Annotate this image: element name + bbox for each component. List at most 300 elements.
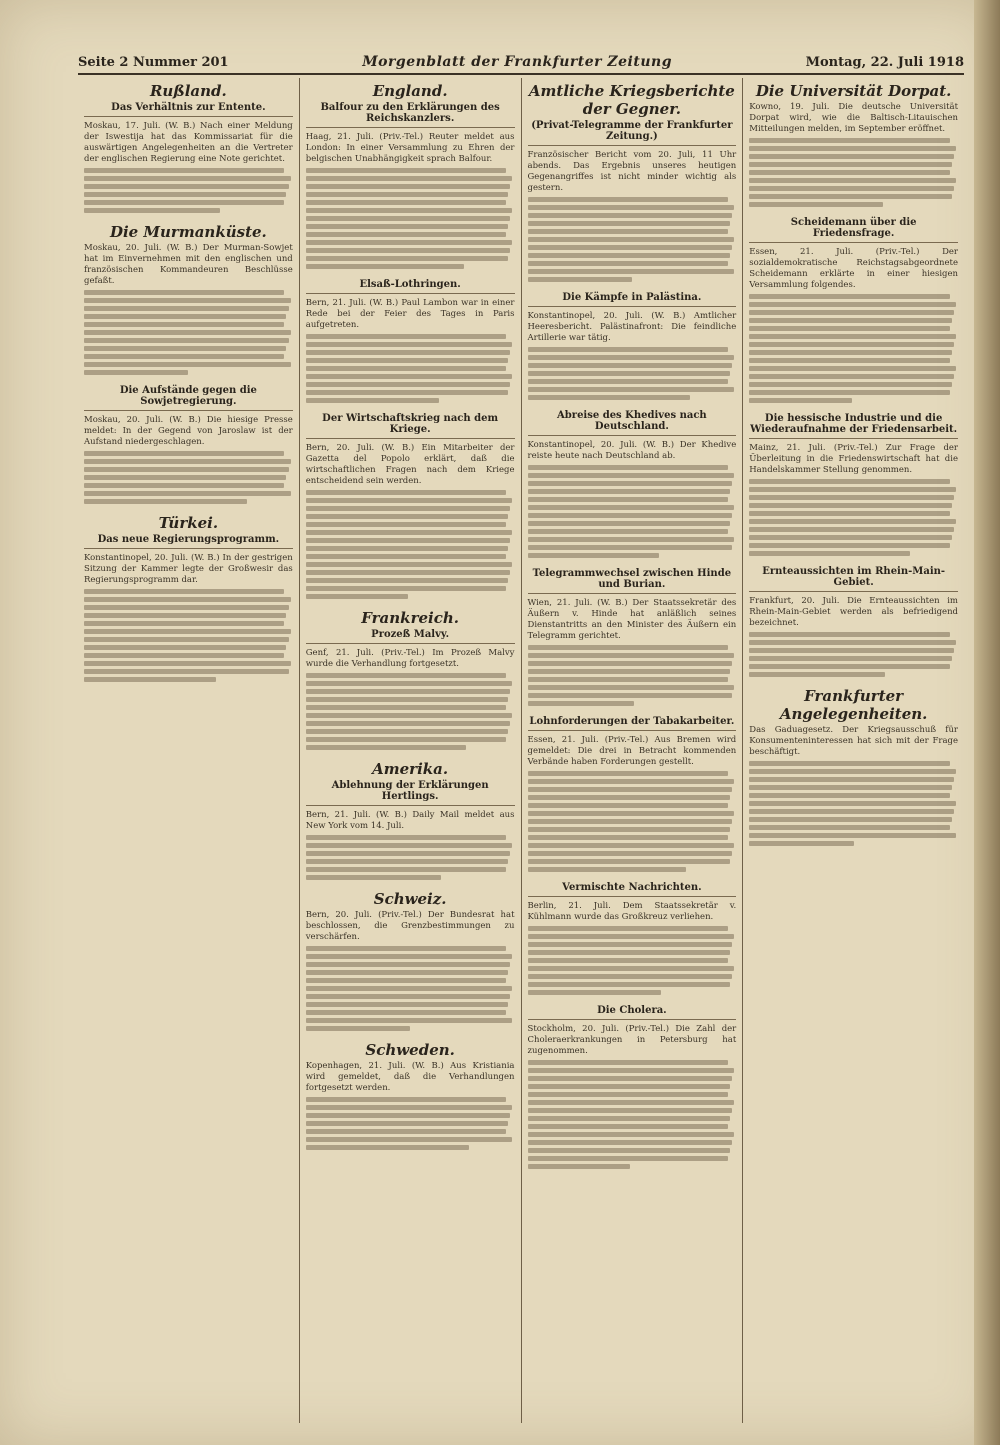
article-subheading: Ablehnung der Erklärungen Hertlings. <box>306 780 515 806</box>
text-line <box>528 827 730 832</box>
article-text: Bern, 21. Juli. (W. B.) Paul Lambon war in einer Rede bei der Feier des Tages in Paris aufgetreten. <box>305 298 515 330</box>
article-text: Berlin, 21. Juli. Dem Staatssekretär v. Kühlmann wurde das Großkreuz verliehen. <box>527 901 737 922</box>
text-line <box>84 306 289 311</box>
article-subheading: Elsaß-Lothringen. <box>306 279 515 294</box>
text-line <box>306 382 511 387</box>
text-line <box>528 1116 730 1121</box>
article <box>749 217 958 403</box>
text-lines <box>528 465 737 558</box>
text-line <box>528 245 733 250</box>
text-lines <box>749 479 958 556</box>
text-line <box>84 346 286 351</box>
text-line <box>528 669 730 674</box>
text-line <box>749 358 949 363</box>
issue-date: Montag, 22. Juli 1918 <box>805 55 964 70</box>
text-line <box>749 390 949 395</box>
column-4 <box>743 78 964 1423</box>
text-line <box>749 809 954 814</box>
columns <box>78 78 964 1423</box>
text-lines <box>306 334 515 403</box>
text-line <box>84 200 284 205</box>
text-line <box>306 506 511 511</box>
article-subheading: Das Verhältnis zur Entente. <box>84 102 293 117</box>
text-line <box>528 859 730 864</box>
text-line <box>528 1124 728 1129</box>
text-line <box>306 522 506 527</box>
text-line <box>306 843 513 848</box>
text-line <box>749 154 954 159</box>
text-line <box>749 170 949 175</box>
text-line <box>306 216 511 221</box>
text-line <box>84 669 289 674</box>
masthead <box>78 44 964 75</box>
section-heading: Frankreich. <box>361 609 459 627</box>
text-line <box>306 1018 513 1023</box>
text-line <box>528 1156 728 1161</box>
text-line <box>306 530 513 535</box>
article <box>306 890 515 1031</box>
article-subheading: Der Wirtschaftskrieg nach dem Kriege. <box>306 413 515 439</box>
text-line <box>528 1100 735 1105</box>
text-line <box>306 176 513 181</box>
text-line <box>528 795 730 800</box>
page-number: Seite 2 Nummer 201 <box>78 55 229 70</box>
text-line <box>306 835 506 840</box>
text-line <box>528 521 730 526</box>
article <box>306 279 515 403</box>
text-line <box>528 213 733 218</box>
page-edge <box>974 0 1000 1445</box>
article-subheading: Die Cholera. <box>528 1005 737 1020</box>
text-line <box>84 597 291 602</box>
text-line <box>84 314 286 319</box>
text-line <box>84 370 188 375</box>
text-line <box>84 613 286 618</box>
text-line <box>306 490 506 495</box>
text-line <box>306 398 440 403</box>
section-heading: Frankfurter Angelegenheiten. <box>779 687 928 723</box>
text-line <box>528 371 730 376</box>
text-line <box>749 761 949 766</box>
text-line <box>84 330 291 335</box>
article-subheading: Lohnforderungen der Tabakarbeiter. <box>528 716 737 731</box>
text-line <box>528 701 634 706</box>
text-line <box>528 513 733 518</box>
text-line <box>528 355 735 360</box>
text-line <box>528 237 735 242</box>
text-line <box>306 498 513 503</box>
text-line <box>306 334 506 339</box>
text-line <box>84 192 286 197</box>
article <box>528 1005 737 1169</box>
article-subheading: Die Aufstände gegen die Sowjetregierung. <box>84 385 293 411</box>
article <box>84 223 293 375</box>
newspaper-title: Morgenblatt der Frankfurter Zeitung <box>362 54 672 70</box>
text-line <box>749 479 949 484</box>
text-line <box>528 537 735 542</box>
article-text: Essen, 21. Juli. (Priv.-Tel.) Der sozialdemokratische Reichstagsabgeordnete Scheidemann erklärte in einer hiesigen Versammlung folgendes. <box>749 247 958 290</box>
text-line <box>749 551 910 556</box>
text-line <box>528 653 735 658</box>
text-line <box>528 950 730 955</box>
article-text: Das Gaduagesetz. Der Kriegsausschuß für Konsumenteninteressen hat sich mit der Frage beschäftigt. <box>749 725 958 757</box>
text-line <box>528 553 660 558</box>
text-lines <box>749 294 958 403</box>
text-line <box>749 632 949 637</box>
text-line <box>528 481 733 486</box>
text-line <box>306 970 508 975</box>
text-line <box>306 350 511 355</box>
text-line <box>749 146 956 151</box>
text-lines <box>528 197 737 282</box>
text-line <box>306 168 506 173</box>
section-heading: Schweden. <box>365 1041 455 1059</box>
article-subheading: Das neue Regierungsprogramm. <box>84 534 293 549</box>
text-line <box>84 653 284 658</box>
text-line <box>749 350 951 355</box>
text-line <box>749 817 951 822</box>
text-line <box>84 354 284 359</box>
text-line <box>306 248 511 253</box>
text-line <box>528 926 728 931</box>
text-line <box>749 543 949 548</box>
text-lines <box>749 632 958 677</box>
text-line <box>84 338 289 343</box>
text-line <box>306 737 506 742</box>
text-line <box>749 178 956 183</box>
text-line <box>749 769 956 774</box>
text-line <box>306 1105 513 1110</box>
text-line <box>528 1068 735 1073</box>
text-line <box>306 256 508 261</box>
text-lines <box>749 138 958 207</box>
text-line <box>749 825 949 830</box>
article-subheading: Ernteaussichten im Rhein-Main-Gebiet. <box>749 566 958 592</box>
text-line <box>528 205 735 210</box>
text-line <box>306 586 506 591</box>
article-text: Mainz, 21. Juli. (Priv.-Tel.) Zur Frage der Überleitung in die Friedenswirtschaft hat die Handelskammer Stellung genommen. <box>749 443 958 475</box>
text-line <box>528 277 632 282</box>
text-line <box>528 974 733 979</box>
text-line <box>306 673 506 678</box>
article-text: Bern, 20. Juli. (W. B.) Ein Mitarbeiter der Gazetta del Popolo erklärt, daß die wirtschaftlichen Fragen nach dem Kriege entscheidend sein werden. <box>305 443 515 486</box>
text-lines <box>528 645 737 706</box>
text-line <box>749 656 951 661</box>
text-line <box>528 1164 630 1169</box>
text-line <box>84 605 289 610</box>
text-line <box>528 942 733 947</box>
article-text: Kopenhagen, 21. Juli. (W. B.) Aus Kristiania wird gemeldet, daß die Verhandlungen fortgesetzt werden. <box>305 1061 515 1093</box>
text-line <box>306 240 513 245</box>
text-line <box>528 197 728 202</box>
text-line <box>528 843 735 848</box>
text-line <box>528 347 728 352</box>
text-line <box>306 875 442 880</box>
text-line <box>306 366 506 371</box>
text-line <box>528 253 730 258</box>
text-line <box>306 986 513 991</box>
text-line <box>306 1129 506 1134</box>
section-heading: Die Universität Dorpat. <box>755 82 952 100</box>
text-line <box>84 176 291 181</box>
text-line <box>84 322 284 327</box>
text-line <box>306 689 511 694</box>
article <box>306 609 515 750</box>
text-line <box>84 499 247 504</box>
text-line <box>528 387 735 392</box>
text-line <box>306 514 508 519</box>
article <box>84 385 293 504</box>
text-line <box>749 342 954 347</box>
text-line <box>306 697 508 702</box>
text-line <box>528 958 728 963</box>
text-line <box>528 221 730 226</box>
text-line <box>528 229 728 234</box>
text-line <box>84 290 284 295</box>
text-line <box>84 677 216 682</box>
text-line <box>84 459 291 464</box>
article <box>528 716 737 872</box>
text-lines <box>528 347 737 400</box>
text-line <box>306 232 506 237</box>
text-line <box>306 954 513 959</box>
text-line <box>528 771 728 776</box>
article-text: Moskau, 20. Juli. (W. B.) Die hiesige Presse meldet: In der Gegend von Jaroslaw ist der Aufstand niedergeschlagen. <box>84 415 293 447</box>
text-line <box>528 1132 735 1137</box>
article-text: Französischer Bericht vom 20. Juli, 11 Uhr abends. Das Ergebnis unseres heutigen Gegenangriffes ist nicht minder wichtig als gestern. <box>527 150 737 193</box>
text-line <box>306 538 511 543</box>
text-line <box>306 546 508 551</box>
text-line <box>528 685 735 690</box>
section-heading: Amtliche Kriegsberichte der Gegner. <box>528 82 735 118</box>
text-line <box>528 934 735 939</box>
text-line <box>306 342 513 347</box>
text-line <box>749 138 949 143</box>
text-line <box>306 859 508 864</box>
text-line <box>84 184 289 189</box>
article-text: Konstantinopel, 20. Juli. (W. B.) In der gestrigen Sitzung der Kammer legte der Großwesir das Regierungsprogramm dar. <box>84 553 293 585</box>
text-line <box>749 640 956 645</box>
text-line <box>749 294 949 299</box>
text-line <box>528 545 733 550</box>
article-text: Kowno, 19. Juli. Die deutsche Universität Dorpat wird, wie die Baltisch-Litauischen Mitteilungen melden, im September eröffnet. <box>749 102 958 134</box>
text-line <box>749 487 956 492</box>
text-line <box>528 395 691 400</box>
article-text: Konstantinopel, 20. Juli. (W. B.) Amtlicher Heeresbericht. Palästinafront: Die feindliche Artillerie war tätig. <box>527 311 737 343</box>
text-line <box>528 1084 730 1089</box>
text-line <box>749 777 954 782</box>
article <box>306 1041 515 1150</box>
article <box>528 82 737 282</box>
text-line <box>749 495 954 500</box>
section-heading: Schweiz. <box>373 890 447 908</box>
text-line <box>528 803 728 808</box>
text-line <box>306 962 511 967</box>
text-line <box>528 1076 733 1081</box>
article-subheading: Telegrammwechsel zwischen Hinde und Burian. <box>528 568 737 594</box>
text-line <box>306 1121 508 1126</box>
text-line <box>749 535 951 540</box>
text-line <box>528 473 735 478</box>
text-line <box>749 326 949 331</box>
text-line <box>749 785 951 790</box>
article-subheading: Vermischte Nachrichten. <box>528 882 737 897</box>
article-text: Wien, 21. Juli. (W. B.) Der Staatssekretär des Äußern v. Hinde hat anläßlich seines Dienstantritts an den Minister des Äußern ein Telegramm gerichtet. <box>527 598 737 641</box>
text-line <box>306 208 513 213</box>
text-lines <box>84 589 293 682</box>
article-text: Bern, 20. Juli. (Priv.-Tel.) Der Bundesrat hat beschlossen, die Grenzbestimmungen zu verschärfen. <box>305 910 515 942</box>
text-lines <box>528 771 737 872</box>
text-line <box>749 162 951 167</box>
text-line <box>749 302 956 307</box>
text-line <box>528 982 730 987</box>
text-line <box>528 966 735 971</box>
text-line <box>528 379 728 384</box>
article <box>749 82 958 207</box>
text-line <box>84 491 291 496</box>
text-line <box>306 184 511 189</box>
text-lines <box>306 835 515 880</box>
article-text: Haag, 21. Juli. (Priv.-Tel.) Reuter meldet aus London: In einer Versammlung zu Ehren der belgischen Unabhängigkeit sprach Balfour. <box>305 132 515 164</box>
text-line <box>84 483 284 488</box>
text-line <box>749 793 949 798</box>
text-line <box>528 363 733 368</box>
text-line <box>306 946 506 951</box>
text-line <box>749 503 951 508</box>
text-lines <box>306 1097 515 1150</box>
text-line <box>306 1113 511 1118</box>
text-line <box>84 467 289 472</box>
text-line <box>528 1148 730 1153</box>
text-lines <box>749 761 958 846</box>
column-1 <box>78 78 300 1423</box>
text-lines <box>306 673 515 750</box>
text-line <box>84 362 291 367</box>
article <box>528 292 737 400</box>
article-subheading: (Privat-Telegramme der Frankfurter Zeitung.) <box>528 120 737 146</box>
text-line <box>306 1145 469 1150</box>
text-line <box>749 186 954 191</box>
text-line <box>749 801 956 806</box>
text-line <box>528 819 733 824</box>
text-line <box>528 1092 728 1097</box>
text-line <box>306 745 467 750</box>
article-subheading: Prozeß Malvy. <box>306 629 515 644</box>
text-line <box>528 529 728 534</box>
text-line <box>528 269 735 274</box>
text-line <box>528 779 735 784</box>
article <box>306 760 515 880</box>
text-line <box>749 366 956 371</box>
text-line <box>84 661 291 666</box>
text-line <box>749 382 951 387</box>
text-line <box>528 851 733 856</box>
article-text: Moskau, 17. Juli. (W. B.) Nach einer Meldung der Iswestija hat das Kommissariat für die auswärtigen Angelegenheiten an die Vertreter der englischen Regierung eine Note gerichtet. <box>84 121 293 164</box>
text-lines <box>528 1060 737 1169</box>
text-line <box>306 224 508 229</box>
text-line <box>306 851 511 856</box>
article-text: Frankfurt, 20. Juli. Die Ernteaussichten im Rhein-Main-Gebiet werden als befriedigend bezeichnet. <box>749 596 958 628</box>
text-line <box>528 990 662 995</box>
text-line <box>749 318 951 323</box>
text-line <box>528 787 733 792</box>
text-line <box>749 664 949 669</box>
text-line <box>306 200 506 205</box>
text-line <box>749 511 949 516</box>
text-line <box>528 645 728 650</box>
text-line <box>306 713 513 718</box>
article-text: Moskau, 20. Juli. (W. B.) Der Murman-Sowjet hat im Einvernehmen mit den englischen und französischen Kommandeuren Beschlüsse gefaßt. <box>84 243 293 286</box>
text-line <box>306 570 511 575</box>
text-line <box>306 705 506 710</box>
text-line <box>749 194 951 199</box>
text-line <box>84 298 291 303</box>
article <box>84 514 293 682</box>
article-text: Stockholm, 20. Juli. (Priv.-Tel.) Die Zahl der Choleraerkrankungen in Petersburg hat zugenommen. <box>527 1024 737 1056</box>
text-line <box>528 661 733 666</box>
text-line <box>528 497 728 502</box>
text-lines <box>84 290 293 375</box>
article <box>749 687 958 846</box>
text-line <box>528 1108 733 1113</box>
article-subheading: Die hessische Industrie und die Wiederaufnahme der Friedensarbeit. <box>749 413 958 439</box>
text-line <box>306 721 511 726</box>
text-line <box>306 594 408 599</box>
text-line <box>306 554 506 559</box>
text-line <box>306 1010 506 1015</box>
text-line <box>528 1140 733 1145</box>
text-line <box>306 578 508 583</box>
article <box>749 566 958 677</box>
text-line <box>749 398 851 403</box>
text-line <box>306 1097 506 1102</box>
article <box>84 82 293 213</box>
text-line <box>306 264 465 269</box>
text-line <box>84 168 284 173</box>
text-lines <box>306 168 515 269</box>
text-line <box>528 677 728 682</box>
text-line <box>306 1002 508 1007</box>
text-line <box>306 867 506 872</box>
text-line <box>306 390 508 395</box>
text-line <box>528 465 728 470</box>
text-line <box>306 978 506 983</box>
text-line <box>84 589 284 594</box>
text-line <box>749 527 954 532</box>
text-line <box>306 1026 410 1031</box>
article <box>528 410 737 558</box>
text-line <box>306 681 513 686</box>
text-lines <box>306 490 515 599</box>
text-line <box>528 835 728 840</box>
text-line <box>528 505 735 510</box>
article <box>306 413 515 599</box>
text-line <box>306 192 508 197</box>
text-line <box>528 1060 728 1065</box>
text-lines <box>84 451 293 504</box>
text-line <box>749 374 954 379</box>
text-line <box>749 334 956 339</box>
text-lines <box>528 926 737 995</box>
article-subheading: Die Kämpfe in Palästina. <box>528 292 737 307</box>
article <box>749 413 958 556</box>
text-line <box>84 208 220 213</box>
section-heading: Die Murmanküste. <box>109 223 267 241</box>
text-line <box>306 729 508 734</box>
text-line <box>84 451 284 456</box>
section-heading: England. <box>372 82 448 100</box>
article <box>306 82 515 269</box>
